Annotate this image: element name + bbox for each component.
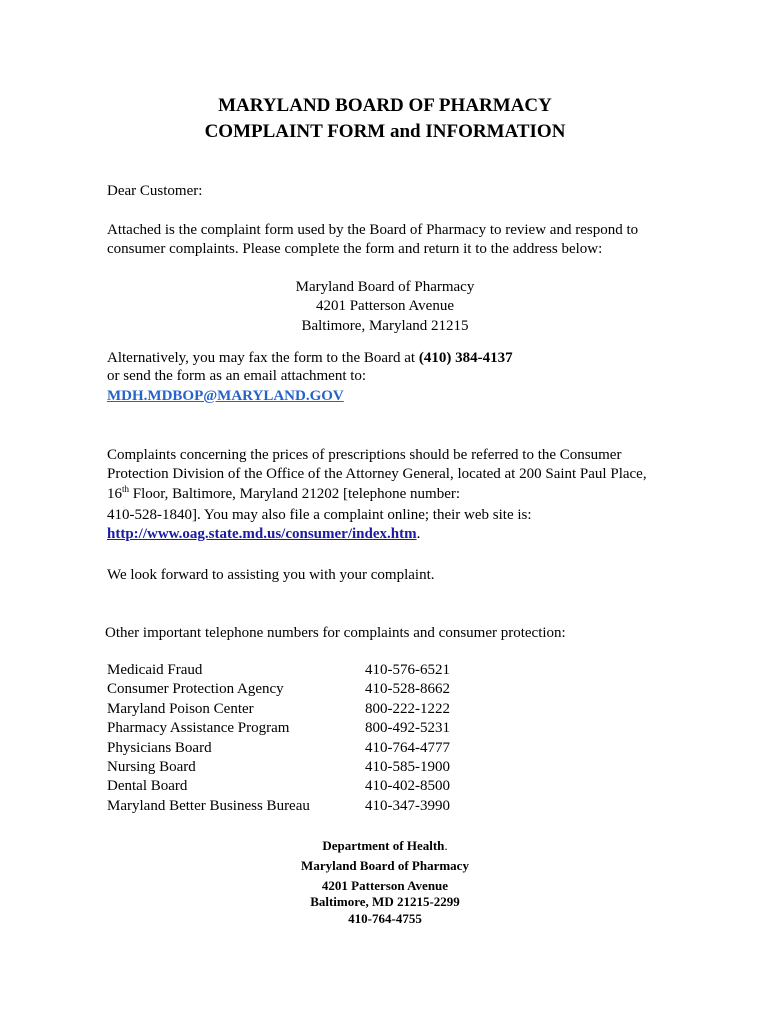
prices-floor-suffix: th bbox=[122, 484, 130, 494]
intro-line-1: Attached is the complaint form used by the Board of Pharmacy to review and respond to bbox=[107, 222, 639, 238]
address-name: Maryland Board of Pharmacy bbox=[295, 279, 475, 295]
footer-phone: 410-764-4755 bbox=[348, 911, 422, 926]
phone-entry-name: Medicaid Fraud bbox=[107, 662, 203, 678]
footer-dept-suffix: . bbox=[444, 838, 448, 853]
page-title: MARYLAND BOARD OF PHARMACY bbox=[218, 95, 552, 116]
phone-entry-number: 800-492-5231 bbox=[365, 720, 450, 736]
phone-entry-number: 410-576-6521 bbox=[365, 662, 450, 678]
fax-prefix: Alternatively, you may fax the form to the Board at bbox=[107, 350, 419, 366]
prices-line-2: Protection Division of the Office of the Attorney General, located at 200 Saint Paul Place, bbox=[107, 466, 647, 482]
prices-floor-number: 16 bbox=[107, 486, 122, 502]
footer-board: Maryland Board of Pharmacy bbox=[301, 858, 469, 873]
phone-entry-name: Maryland Poison Center bbox=[107, 701, 254, 717]
fax-number: (410) 384-4137 bbox=[418, 350, 513, 366]
phones-heading: Other important telephone numbers for complaints and consumer protection: bbox=[105, 625, 566, 641]
email-line bbox=[107, 387, 344, 405]
phone-entry-name: Dental Board bbox=[107, 778, 188, 794]
email-instruction: or send the form as an email attachment to: bbox=[107, 368, 367, 384]
address-street: 4201 Patterson Avenue bbox=[315, 298, 455, 314]
phone-entry-name: Consumer Protection Agency bbox=[107, 681, 284, 697]
phone-entry-number: 410-764-4777 bbox=[365, 740, 450, 756]
prices-line-3 bbox=[107, 485, 460, 503]
prices-line-4: 410-528-1840]. You may also file a complaint online; their web site is: bbox=[107, 507, 532, 523]
attorney-general-link[interactable]: http://www.oag.state.md.us/consumer/index.htm bbox=[107, 526, 417, 542]
email-link[interactable]: MDH.MDBOP@MARYLAND.GOV bbox=[107, 388, 344, 404]
phone-entry-number: 410-585-1900 bbox=[365, 759, 450, 775]
address-city: Baltimore, Maryland 21215 bbox=[301, 318, 469, 334]
phone-entry-name: Physicians Board bbox=[107, 740, 212, 756]
footer-dept: Department of Health bbox=[322, 838, 445, 853]
fax-line bbox=[107, 349, 513, 367]
page-subtitle: COMPLAINT FORM and INFORMATION bbox=[204, 121, 566, 142]
phone-entry-number: 410-347-3990 bbox=[365, 798, 450, 814]
phone-entry-name: Maryland Better Business Bureau bbox=[107, 798, 310, 814]
prices-line-3-rest: Floor, Baltimore, Maryland 21202 [telephone number: bbox=[129, 486, 461, 502]
phone-entry-number: 410-402-8500 bbox=[365, 778, 450, 794]
footer-city: Baltimore, MD 21215-2299 bbox=[310, 894, 460, 909]
prices-url-line bbox=[107, 525, 420, 543]
closing-line: We look forward to assisting you with your complaint. bbox=[107, 567, 435, 583]
footer-street: 4201 Patterson Avenue bbox=[321, 878, 449, 893]
phone-entry-number: 800-222-1222 bbox=[365, 701, 450, 717]
footer-dept-line bbox=[0, 838, 770, 854]
phone-entry-name: Pharmacy Assistance Program bbox=[107, 720, 290, 736]
phone-entry-name: Nursing Board bbox=[107, 759, 196, 775]
phone-entry-number: 410-528-8662 bbox=[365, 681, 450, 697]
prices-url-suffix: . bbox=[416, 526, 421, 542]
greeting: Dear Customer: bbox=[107, 183, 203, 199]
intro-line-2: consumer complaints. Please complete the form and return it to the address below: bbox=[107, 241, 603, 257]
prices-line-1: Complaints concerning the prices of prescriptions should be referred to the Consumer bbox=[107, 447, 622, 463]
